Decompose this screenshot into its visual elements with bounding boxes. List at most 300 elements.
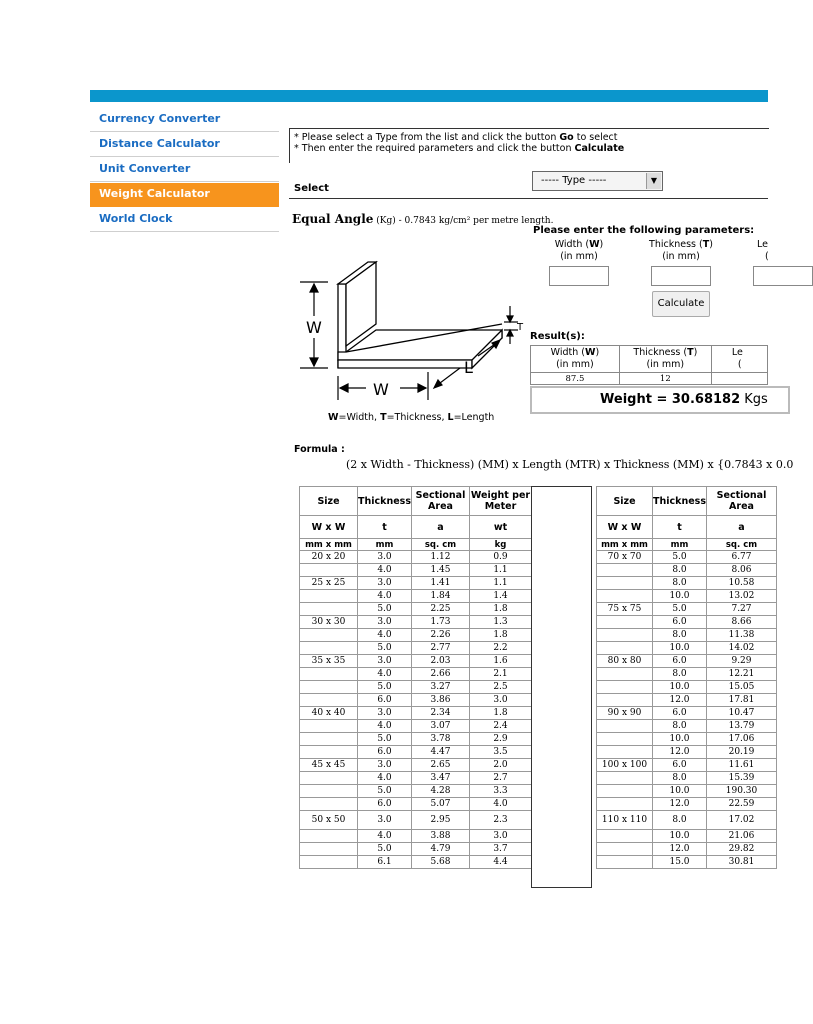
table-cell: 13.79 xyxy=(707,720,777,733)
symbol-thickness: t xyxy=(358,516,412,539)
unit-thickness: mm xyxy=(653,539,707,551)
result-width-unit: (in mm) xyxy=(556,359,594,370)
table-cell xyxy=(300,681,358,694)
table-cell: 90 x 90 xyxy=(597,707,653,720)
table-cell: 10.0 xyxy=(653,785,707,798)
diagram-label-t: T xyxy=(517,322,524,333)
table-row xyxy=(300,629,532,642)
result-width-label: ) xyxy=(595,347,600,358)
table-cell: 4.0 xyxy=(470,798,532,811)
table-cell: 10.0 xyxy=(653,733,707,746)
symbol-weight: wt xyxy=(470,516,532,539)
table-row xyxy=(300,746,532,759)
table-cell xyxy=(597,830,653,843)
instruction-text: * Please select a Type from the list and click the button xyxy=(294,132,560,143)
table-cell xyxy=(597,772,653,785)
table-cell: 2.3 xyxy=(470,811,532,830)
thickness-label-symbol: T xyxy=(702,239,710,250)
table-cell: 2.34 xyxy=(412,707,470,720)
table-cell xyxy=(597,843,653,856)
table-cell xyxy=(597,694,653,707)
table-cell: 12.0 xyxy=(653,798,707,811)
table-cell: 1.41 xyxy=(412,577,470,590)
table-cell: 3.0 xyxy=(358,811,412,830)
table-cell: 25 x 25 xyxy=(300,577,358,590)
table-row xyxy=(597,720,777,733)
table-cell: 4.28 xyxy=(412,785,470,798)
table-cell: 30.81 xyxy=(707,856,777,869)
table-cell: 10.58 xyxy=(707,577,777,590)
table-cell: 6.0 xyxy=(358,694,412,707)
table-row xyxy=(597,616,777,629)
table-cell: 3.5 xyxy=(470,746,532,759)
right-data-table xyxy=(596,486,777,869)
table-cell: 4.47 xyxy=(412,746,470,759)
table-cell: 3.7 xyxy=(470,843,532,856)
symbol-area: a xyxy=(412,516,470,539)
table-cell: 20.19 xyxy=(707,746,777,759)
result-thickness-symbol: T xyxy=(687,347,694,358)
instruction-text: * Then enter the required parameters and click the button xyxy=(294,143,575,154)
table-row xyxy=(300,733,532,746)
table-cell: 29.82 xyxy=(707,843,777,856)
table-cell xyxy=(597,616,653,629)
header-sectional-area: Sectional Area xyxy=(412,487,470,516)
table-cell: 21.06 xyxy=(707,830,777,843)
table-cell xyxy=(300,843,358,856)
table-cell: 9.29 xyxy=(707,655,777,668)
header-thickness: Thickness xyxy=(358,487,412,516)
table-cell xyxy=(300,668,358,681)
table-cell: 100 x 100 xyxy=(597,759,653,772)
table-row xyxy=(597,655,777,668)
select-label: Select xyxy=(294,183,329,194)
weight-result xyxy=(530,386,790,414)
table-cell: 8.0 xyxy=(653,811,707,830)
table-cell: 2.65 xyxy=(412,759,470,772)
length-param-label xyxy=(757,239,777,263)
table-row xyxy=(300,577,532,590)
instruction-calculate: Calculate xyxy=(574,143,625,154)
table-cell: 1.8 xyxy=(470,629,532,642)
table-cell: 6.77 xyxy=(707,551,777,564)
table-cell: 10.47 xyxy=(707,707,777,720)
results-title: Result(s): xyxy=(530,331,585,342)
table-cell: 2.4 xyxy=(470,720,532,733)
table-row xyxy=(300,785,532,798)
table-row xyxy=(597,642,777,655)
table-row xyxy=(300,668,532,681)
diagram-caption xyxy=(328,412,494,423)
table-cell: 8.0 xyxy=(653,577,707,590)
table-cell: 12.0 xyxy=(653,694,707,707)
table-cell: 3.88 xyxy=(412,830,470,843)
diagram-label-w: W xyxy=(306,318,322,337)
table-cell xyxy=(597,629,653,642)
table-row xyxy=(597,830,777,843)
table-cell: 3.0 xyxy=(358,577,412,590)
diagram-label-l: L xyxy=(464,358,473,377)
header-size: Size xyxy=(300,487,358,516)
angle-diagram xyxy=(296,248,526,428)
sidebar-item-currency-converter[interactable]: Currency Converter xyxy=(90,108,279,132)
result-width-value: 87.5 xyxy=(531,373,620,385)
table-cell: 10.0 xyxy=(653,642,707,655)
table-cell: 6.0 xyxy=(653,759,707,772)
table-cell: 1.3 xyxy=(470,616,532,629)
table-cell: 4.0 xyxy=(358,720,412,733)
table-cell xyxy=(597,564,653,577)
table-row xyxy=(300,798,532,811)
table-cell: 6.0 xyxy=(358,746,412,759)
table-row xyxy=(300,603,532,616)
table-cell xyxy=(597,798,653,811)
table-cell: 10.0 xyxy=(653,590,707,603)
table-row xyxy=(300,655,532,668)
table-cell: 110 x 110 xyxy=(597,811,653,830)
caption-l-text: =Length xyxy=(453,412,495,423)
calculate-button[interactable]: Calculate xyxy=(652,291,710,317)
table-cell: 4.4 xyxy=(470,856,532,869)
table-cell: 4.0 xyxy=(358,564,412,577)
table-cell: 6.1 xyxy=(358,856,412,869)
table-cell xyxy=(597,642,653,655)
table-row xyxy=(300,551,532,564)
unit-size: mm x mm xyxy=(597,539,653,551)
symbol-size: W x W xyxy=(300,516,358,539)
table-cell: 17.02 xyxy=(707,811,777,830)
table-cell: 5.07 xyxy=(412,798,470,811)
table-cell: 1.84 xyxy=(412,590,470,603)
thickness-label-text: Thickness ( xyxy=(649,239,703,250)
result-length-value xyxy=(711,373,767,385)
results-table xyxy=(530,345,768,385)
table-cell: 11.61 xyxy=(707,759,777,772)
table-cell: 11.38 xyxy=(707,629,777,642)
sidebar-item-unit-converter[interactable]: Unit Converter xyxy=(90,158,279,182)
table-cell: 12.21 xyxy=(707,668,777,681)
table-cell: 1.4 xyxy=(470,590,532,603)
table-cell: 5.0 xyxy=(358,603,412,616)
table-cell: 4.79 xyxy=(412,843,470,856)
table-cell xyxy=(597,668,653,681)
thickness-input[interactable] xyxy=(651,266,711,286)
table-cell: 1.73 xyxy=(412,616,470,629)
table-cell: 6.0 xyxy=(653,616,707,629)
table-row xyxy=(597,707,777,720)
thickness-label-text: ) xyxy=(709,239,713,250)
table-cell: 8.06 xyxy=(707,564,777,577)
table-row xyxy=(597,551,777,564)
table-cell: 6.0 xyxy=(358,798,412,811)
table-row xyxy=(300,642,532,655)
sidebar-item-distance-calculator[interactable]: Distance Calculator xyxy=(90,133,279,157)
table-row xyxy=(597,856,777,869)
params-title: Please enter the following parameters: xyxy=(533,225,755,236)
result-thickness-label: Thickness ( xyxy=(633,347,688,358)
formula-label: Formula : xyxy=(294,444,345,455)
table-row xyxy=(300,681,532,694)
table-cell: 8.0 xyxy=(653,629,707,642)
table-cell: 12.0 xyxy=(653,843,707,856)
table-cell: 5.0 xyxy=(358,785,412,798)
table-row xyxy=(597,694,777,707)
table-cell: 3.0 xyxy=(358,707,412,720)
table-cell: 1.1 xyxy=(470,577,532,590)
caption-t-text: =Thickness, xyxy=(386,412,448,423)
table-cell: 4.0 xyxy=(358,830,412,843)
table-cell: 190.30 xyxy=(707,785,777,798)
sidebar-item-world-clock[interactable]: World Clock xyxy=(90,208,279,232)
table-row xyxy=(597,590,777,603)
table-cell: 1.6 xyxy=(470,655,532,668)
table-cell xyxy=(300,694,358,707)
table-cell xyxy=(300,590,358,603)
result-width-symbol: W xyxy=(584,347,596,358)
table-cell: 5.68 xyxy=(412,856,470,869)
caption-t: T xyxy=(380,412,387,423)
header-size: Size xyxy=(597,487,653,516)
diagram-label-w-horizontal: W xyxy=(373,380,389,399)
weight-label: Weight = xyxy=(600,392,672,407)
table-cell: 3.0 xyxy=(470,830,532,843)
table-cell: 10.0 xyxy=(653,681,707,694)
table-cell: 1.8 xyxy=(470,707,532,720)
header-thickness: Thickness xyxy=(653,487,707,516)
sidebar-item-weight-calculator[interactable]: Weight Calculator xyxy=(90,183,279,207)
width-param-label xyxy=(548,239,610,263)
weight-unit: Kgs xyxy=(740,392,768,407)
table-cell: 75 x 75 xyxy=(597,603,653,616)
table-cell xyxy=(300,772,358,785)
table-cell: 8.0 xyxy=(653,564,707,577)
table-cell: 3.3 xyxy=(470,785,532,798)
length-unit: ( xyxy=(765,251,769,262)
table-row xyxy=(597,681,777,694)
table-cell: 22.59 xyxy=(707,798,777,811)
table-cell: 1.8 xyxy=(470,603,532,616)
width-label-text: Width ( xyxy=(554,239,590,250)
table-cell xyxy=(597,681,653,694)
table-cell: 3.0 xyxy=(358,616,412,629)
table-cell: 2.66 xyxy=(412,668,470,681)
equal-angle-subtitle: (Kg) - 0.7843 kg/cm² per metre length. xyxy=(373,216,554,226)
table-cell: 15.05 xyxy=(707,681,777,694)
table-cell: 70 x 70 xyxy=(597,551,653,564)
table-row xyxy=(300,772,532,785)
result-width-label: Width ( xyxy=(550,347,585,358)
table-cell: 2.95 xyxy=(412,811,470,830)
table-cell: 4.0 xyxy=(358,590,412,603)
table-cell: 8.0 xyxy=(653,772,707,785)
result-thickness-label: ) xyxy=(693,347,698,358)
table-cell: 2.0 xyxy=(470,759,532,772)
table-row xyxy=(300,856,532,869)
table-cell: 3.0 xyxy=(358,655,412,668)
table-cell: 4.0 xyxy=(358,668,412,681)
equal-angle-heading xyxy=(292,212,553,226)
left-data-table xyxy=(299,486,532,869)
table-row xyxy=(300,707,532,720)
instruction-go: Go xyxy=(559,132,574,143)
table-cell: 8.0 xyxy=(653,668,707,681)
instruction-text: to select xyxy=(573,132,618,143)
table-cell: 5.0 xyxy=(358,843,412,856)
unit-area: sq. cm xyxy=(707,539,777,551)
table-cell: 8.66 xyxy=(707,616,777,629)
table-cell: 2.7 xyxy=(470,772,532,785)
table-cell: 12.0 xyxy=(653,746,707,759)
symbol-thickness: t xyxy=(653,516,707,539)
formula-text: (2 x Width - Thickness) (MM) x Length (MTR) x Thickness (MM) x {0.7843 x 0.0 xyxy=(346,458,794,471)
table-row xyxy=(300,811,532,830)
header-sectional-area: Sectional Area xyxy=(707,487,777,516)
table-row xyxy=(300,694,532,707)
table-cell: 2.9 xyxy=(470,733,532,746)
table-cell xyxy=(597,720,653,733)
table-row xyxy=(300,564,532,577)
table-row xyxy=(597,785,777,798)
unit-thickness: mm xyxy=(358,539,412,551)
table-cell: 0.9 xyxy=(470,551,532,564)
table-cell: 1.45 xyxy=(412,564,470,577)
symbol-area: a xyxy=(707,516,777,539)
table-cell: 5.0 xyxy=(358,733,412,746)
unit-size: mm x mm xyxy=(300,539,358,551)
table-row xyxy=(597,798,777,811)
width-unit: (in mm) xyxy=(560,251,598,262)
type-select[interactable] xyxy=(532,171,663,191)
table-cell: 40 x 40 xyxy=(300,707,358,720)
table-cell xyxy=(300,629,358,642)
table-cell xyxy=(597,577,653,590)
table-cell: 4.0 xyxy=(358,772,412,785)
table-cell: 6.0 xyxy=(653,655,707,668)
table-row xyxy=(597,629,777,642)
table-cell: 4.0 xyxy=(358,629,412,642)
table-row xyxy=(597,759,777,772)
table-row xyxy=(597,577,777,590)
table-cell xyxy=(300,830,358,843)
table-row xyxy=(597,772,777,785)
length-label-text: Le xyxy=(757,239,768,250)
width-label-text: ) xyxy=(599,239,604,250)
table-row xyxy=(597,843,777,856)
table-cell xyxy=(300,785,358,798)
table-cell: 6.0 xyxy=(653,707,707,720)
table-cell: 2.77 xyxy=(412,642,470,655)
unit-weight: kg xyxy=(470,539,532,551)
table-cell: 1.1 xyxy=(470,564,532,577)
symbol-size: W x W xyxy=(597,516,653,539)
weight-value: 30.68182 xyxy=(671,392,741,407)
table-cell xyxy=(597,785,653,798)
table-cell xyxy=(597,590,653,603)
table-cell: 2.26 xyxy=(412,629,470,642)
table-cell: 2.2 xyxy=(470,642,532,655)
table-row xyxy=(300,590,532,603)
table-row xyxy=(300,616,532,629)
width-input[interactable] xyxy=(549,266,609,286)
table-cell xyxy=(300,746,358,759)
table-cell: 20 x 20 xyxy=(300,551,358,564)
table-cell xyxy=(300,603,358,616)
equal-angle-title: Equal Angle xyxy=(292,212,374,226)
table-cell xyxy=(300,642,358,655)
table-cell xyxy=(300,733,358,746)
table-cell: 5.0 xyxy=(358,681,412,694)
result-length-label: Le xyxy=(731,347,743,358)
table-cell: 50 x 50 xyxy=(300,811,358,830)
table-cell: 3.86 xyxy=(412,694,470,707)
table-cell: 2.1 xyxy=(470,668,532,681)
table-cell: 17.06 xyxy=(707,733,777,746)
table-row xyxy=(300,759,532,772)
table-cell: 2.5 xyxy=(470,681,532,694)
table-cell: 30 x 30 xyxy=(300,616,358,629)
result-thickness-header xyxy=(619,346,711,373)
table-cell: 3.0 xyxy=(358,759,412,772)
sidebar-nav xyxy=(90,108,279,233)
table-cell: 5.0 xyxy=(653,603,707,616)
table-row xyxy=(597,733,777,746)
table-cell: 2.25 xyxy=(412,603,470,616)
table-cell: 3.0 xyxy=(470,694,532,707)
caption-w-text: =Width, xyxy=(338,412,381,423)
table-cell: 5.0 xyxy=(653,551,707,564)
table-cell: 45 x 45 xyxy=(300,759,358,772)
table-row xyxy=(597,811,777,830)
table-cell xyxy=(300,720,358,733)
table-cell xyxy=(300,798,358,811)
table-row xyxy=(300,830,532,843)
result-length-unit: ( xyxy=(737,359,742,370)
header-bar xyxy=(90,90,768,102)
result-length-header xyxy=(711,346,767,373)
instructions xyxy=(294,132,624,154)
table-row xyxy=(597,603,777,616)
table-row xyxy=(597,564,777,577)
chevron-down-icon: ▼ xyxy=(646,173,661,189)
table-cell: 35 x 35 xyxy=(300,655,358,668)
thickness-unit: (in mm) xyxy=(662,251,700,262)
table-cell: 10.0 xyxy=(653,830,707,843)
caption-w: W xyxy=(328,412,339,423)
table-cell: 5.0 xyxy=(358,642,412,655)
table-cell: 80 x 80 xyxy=(597,655,653,668)
header-weight-per-meter: Weight per Meter xyxy=(470,487,532,516)
table-row xyxy=(300,843,532,856)
caption-l: L xyxy=(447,412,454,423)
table-cell: 3.47 xyxy=(412,772,470,785)
thickness-param-label xyxy=(644,239,718,263)
table-cell: 15.0 xyxy=(653,856,707,869)
length-input[interactable] xyxy=(753,266,813,286)
table-cell xyxy=(597,733,653,746)
table-cell: 2.03 xyxy=(412,655,470,668)
table-cell: 3.07 xyxy=(412,720,470,733)
table-cell: 8.0 xyxy=(653,720,707,733)
table-cell: 3.78 xyxy=(412,733,470,746)
result-width-header xyxy=(531,346,620,373)
result-thickness-value: 12 xyxy=(619,373,711,385)
table-cell: 13.02 xyxy=(707,590,777,603)
table-cell: 7.27 xyxy=(707,603,777,616)
table-cell: 3.27 xyxy=(412,681,470,694)
table-divider xyxy=(531,486,592,888)
type-select-value: ----- Type ----- xyxy=(541,175,607,186)
table-cell: 15.39 xyxy=(707,772,777,785)
